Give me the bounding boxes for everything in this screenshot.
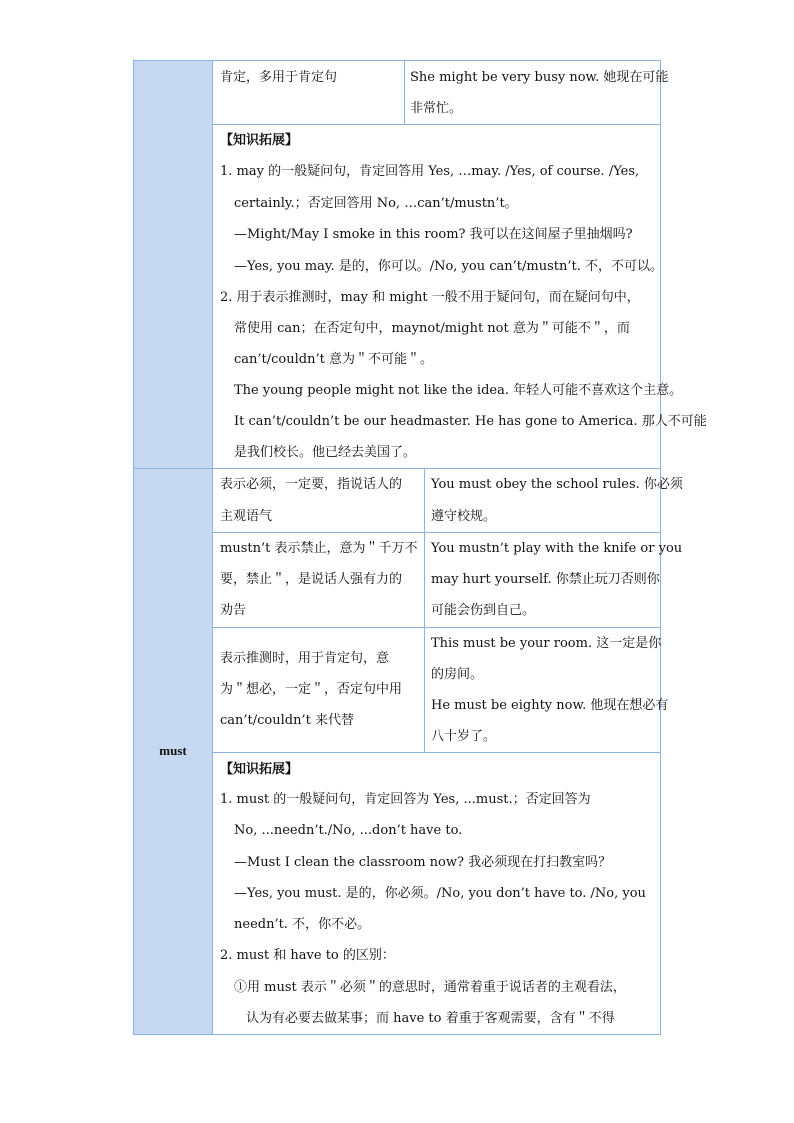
must-label: must bbox=[159, 743, 187, 758]
extension-line: 2. 用于表示推测时，may 和 might 一般不用于疑问句，而在疑问句中， bbox=[220, 290, 640, 305]
row-line bbox=[212, 627, 661, 628]
extension-line: 1. may 的一般疑问句，肯定回答用 Yes, …may. /Yes, of course. /Yes, bbox=[220, 164, 640, 179]
must-example-line: may hurt yourself. 你禁止玩刀否则你 bbox=[431, 572, 660, 587]
extension-line: 认为有必要去做某事；而 have to 着重于客观需要，含有＂不得 bbox=[246, 1011, 615, 1026]
extension-heading: 【知识拓展】 bbox=[220, 762, 299, 777]
section-line bbox=[133, 468, 661, 469]
extension-line: —Yes, you must. 是的，你必须。/No, you don’t have to. /No, you bbox=[234, 886, 646, 901]
must-usage-line: 主观语气 bbox=[220, 509, 273, 524]
extension-line: ①用 must 表示＂必须＂的意思时，通常着重于说话者的主观看法， bbox=[234, 980, 626, 995]
must-usage-line: 表示必须，一定要，指说话人的 bbox=[220, 477, 403, 492]
extension-line: 常使用 can；在否定句中，maynot/might not 意为＂可能不＂，而 bbox=[234, 321, 630, 336]
row-line bbox=[212, 532, 661, 533]
must-usage-line: 表示推测时，用于肯定句，意 bbox=[220, 651, 390, 666]
must-example-line: He must be eighty now. 他现在想必有 bbox=[431, 698, 669, 713]
must-usage-line: 劝告 bbox=[220, 603, 247, 618]
must-usage-line: 为＂想必，一定＂，否定句中用 bbox=[220, 682, 403, 697]
column-divider bbox=[212, 60, 213, 1035]
extension-line: needn’t. 不，你不必。 bbox=[234, 917, 371, 932]
row1-example-line: 非常忙。 bbox=[410, 101, 463, 116]
row1-example-line: She might be very busy now. 她现在可能 bbox=[410, 70, 669, 85]
extension-line: It can’t/couldn’t be our headmaster. He has gone to America. 那人不可能 bbox=[234, 414, 707, 429]
extension-line: —Might/May I smoke in this room? 我可以在这间屋子里抽烟吗? bbox=[234, 227, 633, 242]
must-example-line: You mustn’t play with the knife or you bbox=[431, 541, 683, 556]
extension-line: No, ...needn’t./No, ...don’t have to. bbox=[234, 823, 463, 838]
must-usage-line: 要，禁止＂，是说话人强有力的 bbox=[220, 572, 403, 587]
extension-line: can’t/couldn’t 意为＂不可能＂。 bbox=[234, 352, 433, 367]
extension-line: 是我们校长。他已经去美国了。 bbox=[234, 445, 417, 460]
must-example-line: 的房间。 bbox=[431, 667, 484, 682]
must-row-divider bbox=[424, 468, 425, 752]
must-example-line: 八十岁了。 bbox=[431, 729, 497, 744]
row-line bbox=[212, 752, 661, 753]
extension-line: certainly.；否定回答用 No, …can’t/mustn’t。 bbox=[234, 196, 518, 211]
row-line bbox=[212, 124, 661, 125]
extension-line: The young people might not like the idea. 年轻人可能不喜欢这个主意。 bbox=[234, 383, 683, 398]
row1-divider bbox=[404, 60, 405, 124]
must-example-line: You must obey the school rules. 你必须 bbox=[431, 477, 683, 492]
extension-heading: 【知识拓展】 bbox=[220, 133, 299, 148]
must-example-line: 可能会伤到自己。 bbox=[431, 603, 536, 618]
row1-usage: 肯定，多用于肯定句 bbox=[220, 70, 338, 85]
must-usage-line: mustn’t 表示禁止，意为＂千万不 bbox=[220, 541, 418, 556]
extension-line: —Yes, you may. 是的，你可以。/No, you can’t/mustn’t. 不，不可以。 bbox=[234, 259, 663, 274]
must-usage-line: can’t/couldn’t 来代替 bbox=[220, 713, 354, 728]
extension-line: 1. must 的一般疑问句，肯定回答为 Yes, ...must.；否定回答为 bbox=[220, 792, 591, 807]
must-example-line: This must be your room. 这一定是你 bbox=[431, 636, 662, 651]
extension-line: —Must I clean the classroom now? 我必须现在打扫教室吗？ bbox=[234, 855, 612, 870]
extension-line: 2. must 和 have to 的区别： bbox=[220, 948, 395, 963]
must-example-line: 遵守校规。 bbox=[431, 509, 497, 524]
